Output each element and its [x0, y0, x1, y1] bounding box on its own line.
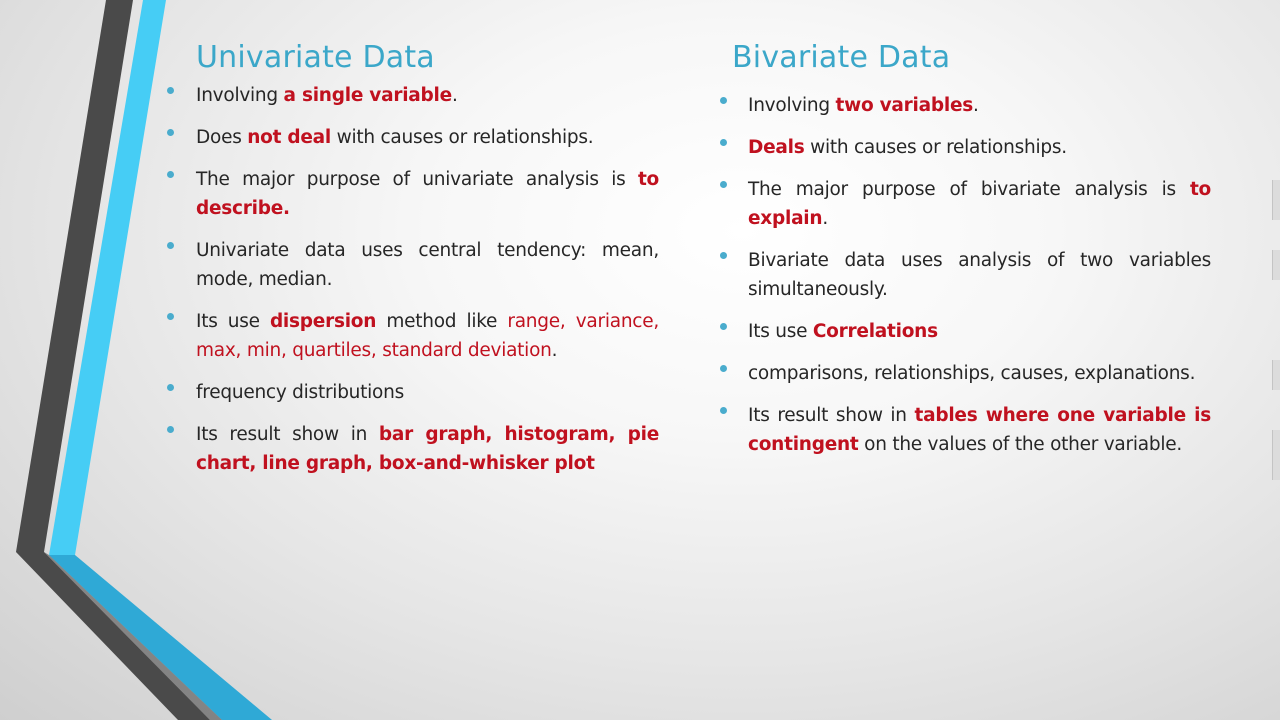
text-run: . [551, 340, 558, 361]
highlight-text: Correlations [812, 321, 938, 342]
bullet-item [718, 175, 1211, 233]
bullet-text [748, 133, 1211, 162]
text-run: Its result show in [196, 424, 379, 445]
text-run: Bivariate data uses analysis of two variables simultaneously. [748, 250, 1211, 300]
next-slide-edge [1272, 180, 1280, 220]
bullet-dot-icon [720, 323, 727, 330]
highlight-text: range, variance, max, min, quartiles, standard deviation [196, 311, 659, 361]
next-slide-edge [1272, 360, 1280, 390]
dark-diagonal-bar-lower [16, 552, 210, 720]
highlight-text: not deal [247, 127, 331, 148]
bar-shadow [44, 552, 222, 720]
bullet-text [748, 91, 1211, 120]
text-run: comparisons, relationships, causes, explanations. [748, 363, 1196, 384]
next-slide-edge [1272, 430, 1280, 480]
text-run: Its result show in [748, 405, 915, 426]
bullet-item [718, 133, 1211, 162]
bullet-text [748, 359, 1211, 388]
text-run: . [451, 85, 458, 106]
bullet-item [165, 165, 659, 223]
highlight-text: tables where one variable is contingent [748, 405, 1211, 455]
text-run: with causes or relationships. [331, 127, 594, 148]
text-run: Its use [196, 311, 270, 332]
bullet-dot-icon [167, 384, 174, 391]
bivariate-bullet-list [718, 91, 1211, 472]
text-run: The major purpose of bivariate analysis is [748, 179, 1190, 200]
bullet-dot-icon [720, 252, 727, 259]
bivariate-title: Bivariate Data [732, 40, 951, 75]
bullet-text [196, 420, 659, 478]
bullet-item [165, 307, 659, 365]
text-run: on the values of the other variable. [858, 434, 1182, 455]
bullet-text [748, 246, 1211, 304]
bullet-dot-icon [167, 87, 174, 94]
bullet-item [165, 378, 659, 407]
highlight-text: a single variable [283, 85, 452, 106]
bullet-dot-icon [720, 139, 727, 146]
text-run: with causes or relationships. [804, 137, 1067, 158]
bullet-dot-icon [167, 171, 174, 178]
highlight-text: Deals [748, 137, 805, 158]
bullet-dot-icon [720, 97, 727, 104]
bullet-dot-icon [167, 242, 174, 249]
bullet-dot-icon [720, 181, 727, 188]
text-run: frequency distributions [196, 382, 404, 403]
bullet-item [165, 236, 659, 294]
bullet-text [196, 307, 659, 365]
text-run: Does [196, 127, 248, 148]
text-run: . [822, 208, 828, 229]
univariate-title: Univariate Data [196, 40, 435, 75]
next-slide-edge [1272, 250, 1280, 280]
bullet-item [718, 246, 1211, 304]
bullet-item [165, 420, 659, 478]
bullet-dot-icon [167, 129, 174, 136]
bullet-text [196, 378, 659, 407]
bullet-item [718, 317, 1211, 346]
text-run: method like [376, 311, 508, 332]
bullet-item [718, 359, 1211, 388]
bullet-text [748, 401, 1211, 459]
bullet-dot-icon [167, 313, 174, 320]
highlight-text: two variables [835, 95, 974, 116]
bullet-dot-icon [720, 407, 727, 414]
text-run: . [973, 95, 979, 116]
bullet-item [718, 91, 1211, 120]
highlight-text: to explain [748, 179, 1211, 229]
bullet-dot-icon [720, 365, 727, 372]
text-run: Its use [748, 321, 813, 342]
bullet-dot-icon [167, 426, 174, 433]
bullet-item [718, 401, 1211, 459]
highlight-text: dispersion [269, 311, 377, 332]
text-run: The major purpose of univariate analysis is [196, 169, 638, 190]
bullet-item [165, 123, 659, 152]
bullet-text [196, 165, 659, 223]
highlight-text: bar graph, histogram, pie chart, line graph, box-and-whisker plot [196, 424, 659, 474]
bullet-text [196, 123, 659, 152]
bullet-text [748, 317, 1211, 346]
univariate-bullet-list [165, 81, 659, 491]
text-run: Involving [748, 95, 836, 116]
bullet-text [196, 236, 659, 294]
text-run: Univariate data uses central tendency: mean, mode, median. [196, 240, 659, 290]
highlight-text: to describe. [196, 169, 659, 219]
bullet-text [748, 175, 1211, 233]
text-run: Involving [196, 85, 284, 106]
bullet-item [165, 81, 659, 110]
bullet-text [196, 81, 659, 110]
